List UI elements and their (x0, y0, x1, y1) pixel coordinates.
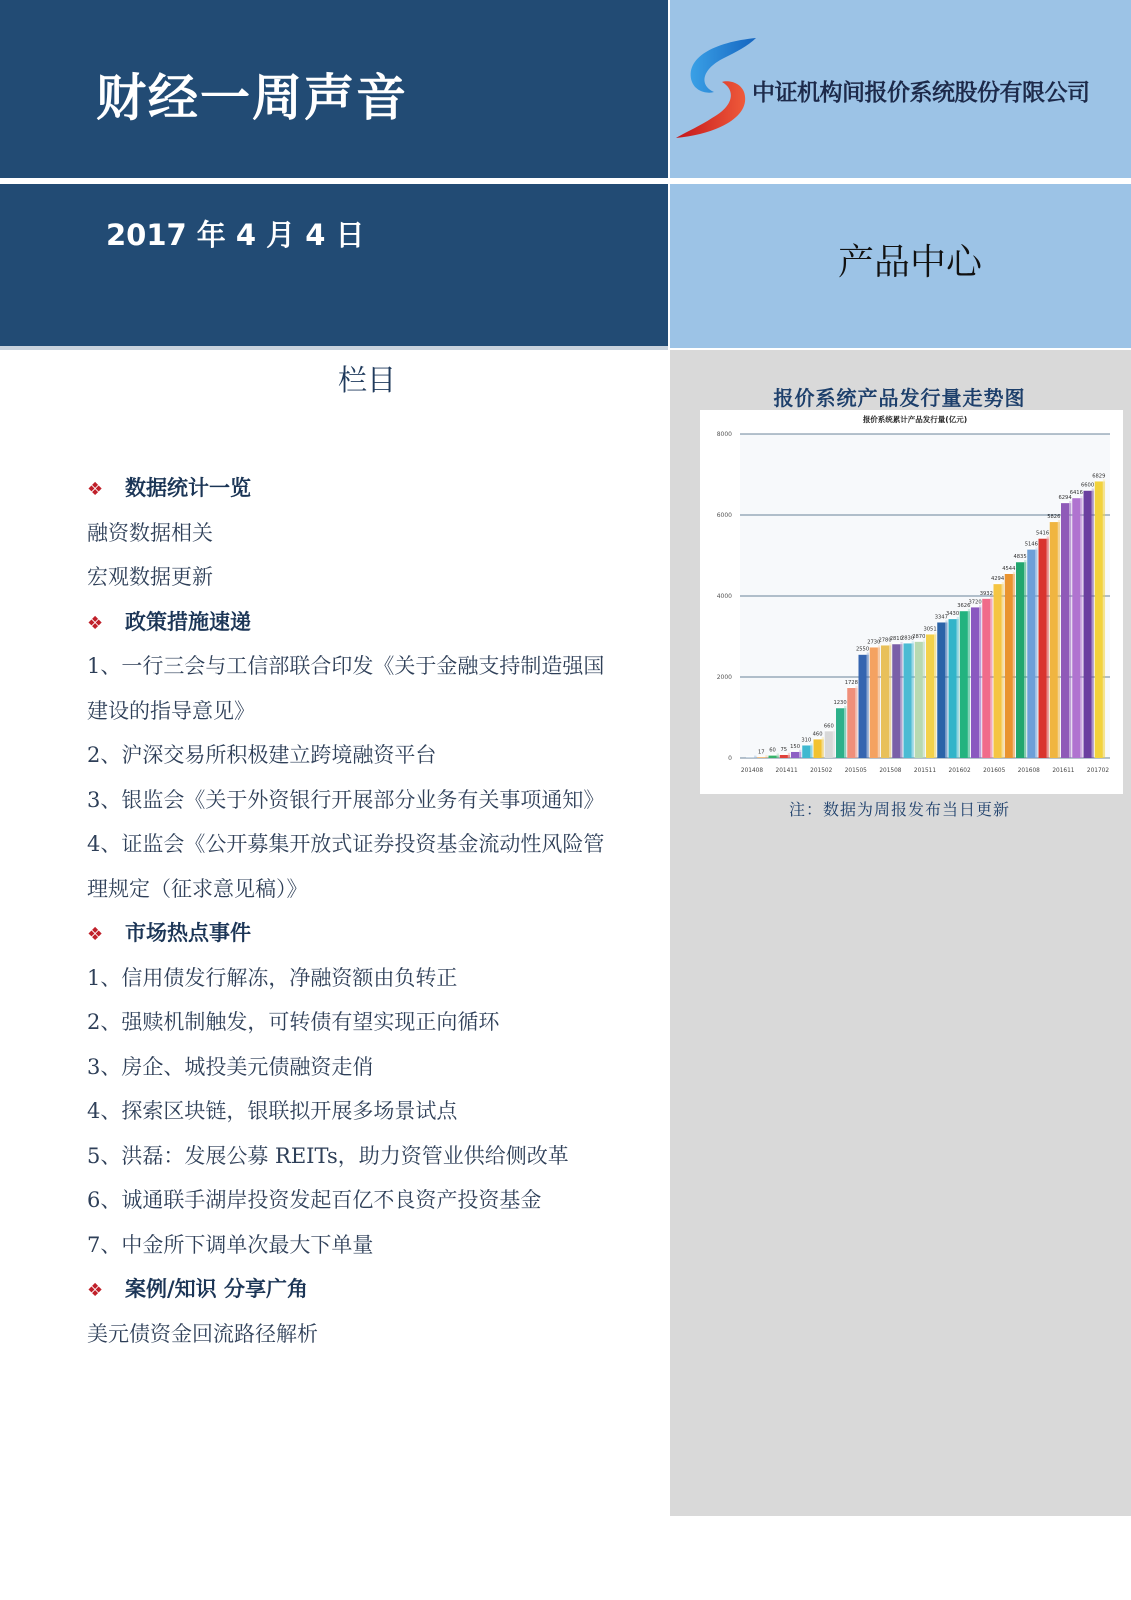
bar-value-label: 6829 (1092, 473, 1106, 480)
chart-bar (1072, 498, 1080, 758)
chart-bar-top (994, 582, 1004, 584)
chart-bar-side (1069, 501, 1071, 758)
header-shadow (0, 346, 668, 350)
bar-value-label: 60 (769, 747, 776, 754)
toc-item (87, 733, 657, 778)
chart-bar (769, 756, 777, 758)
toc-item (87, 689, 657, 734)
toc-item (87, 1223, 657, 1268)
toc-section-heading (87, 911, 657, 956)
chart-bar-top (1039, 537, 1049, 539)
diamond-bullet-icon: ❖ (87, 1280, 104, 1301)
chart-bar (915, 642, 923, 758)
diamond-bullet-icon: ❖ (87, 479, 104, 500)
toc-item (87, 1000, 657, 1045)
bar-value-label: 3626 (957, 603, 971, 610)
chart-bar (971, 607, 979, 758)
chart-bar-side (1092, 489, 1094, 758)
chart-bar-side (833, 729, 835, 758)
toc-line-text: 1、信用债发行解冻，净融资额由负转正 (87, 965, 458, 990)
chart-bar-top (769, 754, 779, 756)
chart-bar (802, 745, 810, 758)
bar-value-label: 2870 (912, 633, 926, 640)
toc-item (87, 1045, 657, 1090)
bar-value-label: 6294 (1058, 495, 1072, 502)
x-tick-label: 201505 (844, 768, 867, 774)
chart-bar (926, 634, 934, 758)
chart-bar-top (757, 755, 767, 757)
toc-line-text: 案例/知识 分享广角 (125, 1277, 308, 1301)
toc-line-text: 5、洪磊：发展公募 REITs，助力资管业供给侧改革 (87, 1143, 569, 1168)
chart-bar-side (810, 743, 812, 758)
bar-value-label: 660 (823, 723, 834, 730)
chart-bar-top (971, 605, 981, 607)
toc-line-text: 2、强赎机制触发，可转债有望实现正向循环 (87, 1010, 500, 1034)
toc-line-text: 2、沪深交易所积极建立跨境融资平台 (87, 743, 437, 767)
toc-section-heading (87, 1267, 657, 1312)
bar-value-label: 310 (801, 737, 812, 744)
toc-item (87, 1089, 657, 1134)
chart-bar-side (855, 686, 857, 758)
chart-bar (814, 739, 822, 758)
x-tick-label: 201511 (913, 768, 937, 774)
toc-line-text: 融资数据相关 (87, 520, 213, 545)
chart-bar (1095, 481, 1103, 758)
bar-value-label: 3932 (979, 590, 993, 597)
toc-line-text: 1、一行三会与工信部联合印发《关于金融支持制造强国 (87, 654, 605, 678)
chart-bar (949, 619, 957, 758)
x-tick-label: 201608 (1017, 768, 1040, 774)
chart-bar (994, 584, 1002, 758)
chart-bar-side (1035, 548, 1037, 758)
diamond-bullet-icon: ❖ (87, 924, 104, 945)
toc-list (87, 466, 657, 1356)
chart-bar (1016, 562, 1024, 758)
toc-item (87, 778, 657, 823)
chart-bar (859, 655, 867, 758)
chart-bar (1039, 539, 1047, 758)
x-tick-label: 201502 (810, 768, 833, 774)
chart-bar-top (1050, 520, 1060, 522)
chart-bar-top (870, 645, 880, 647)
bar-value-label: 75 (780, 746, 788, 753)
toc-line-text: 4、证监会《公开募集开放式证券投资基金流动性风险管 (87, 832, 605, 856)
chart-bar (1061, 503, 1069, 758)
chart-bar (892, 644, 900, 758)
chart-bar-side (1058, 520, 1060, 758)
chart-bar-side (912, 641, 914, 758)
chart-bar-top (1084, 489, 1094, 491)
bar-value-label: 5826 (1047, 514, 1061, 521)
chart-bar (1084, 491, 1092, 758)
chart-bar-side (923, 640, 925, 758)
chart-bar-top (1016, 560, 1026, 562)
chart-bar-top (915, 640, 925, 642)
chart-bar (982, 599, 990, 758)
bar-value-label: 1230 (833, 700, 847, 707)
toc-line-text: 3、银监会《关于外资银行开展部分业务有关事项通知》 (87, 787, 605, 812)
chart-bar-top (904, 641, 914, 643)
bar-value-label: 4835 (1013, 554, 1027, 561)
x-tick-label: 201411 (775, 768, 798, 774)
chart-bar-top (814, 737, 824, 739)
bar-value-label: 6416 (1069, 490, 1083, 497)
toc-section-heading (87, 466, 657, 511)
chart-bar-top (859, 653, 869, 655)
x-tick-label: 201611 (1052, 768, 1075, 774)
toc-line-text: 市场热点事件 (125, 921, 251, 945)
chart-bar (836, 708, 844, 758)
chart-bar-top (982, 597, 992, 599)
chart-bar-top (881, 643, 891, 645)
chart-bar-top (780, 753, 790, 755)
chart-bar-side (900, 642, 902, 758)
chart-bar (1005, 574, 1013, 758)
chart-bar-top (1005, 572, 1015, 574)
company-logo-icon (674, 36, 764, 140)
bar-value-label: 5416 (1035, 530, 1050, 537)
y-tick-label: 6000 (716, 512, 732, 519)
x-tick-label: 201408 (740, 768, 764, 774)
x-tick-label: 201508 (879, 768, 902, 774)
toc-line-text: 理规定（征求意见稿）》 (87, 876, 308, 901)
chart-bar-top (926, 632, 936, 634)
chart-bar-side (1002, 582, 1004, 758)
chart-bar-side (979, 605, 981, 758)
chart-bar-top (825, 729, 835, 731)
chart-bar (757, 757, 765, 758)
toc-line-text: 宏观数据更新 (87, 565, 213, 589)
toc-item (87, 822, 657, 867)
x-tick-label: 201702 (1086, 768, 1110, 774)
bar-value-label: 2780 (878, 637, 892, 644)
chart-bar-top (1072, 496, 1082, 498)
bar-value-label: 3720 (968, 599, 982, 606)
issuance-bar-chart (700, 410, 1123, 794)
chart-bar (870, 647, 878, 758)
toc-item (87, 644, 657, 689)
toc-line-text: 4、探索区块链，银联拟开展多场景试点 (87, 1099, 458, 1123)
toc-item (87, 867, 657, 912)
chart-bar-top (960, 609, 970, 611)
chart-bar-side (1024, 560, 1026, 758)
y-tick-label: 0 (728, 755, 732, 762)
toc-item (87, 1312, 657, 1357)
department-name: 产品中心 (838, 242, 983, 283)
bar-value-label: 3051 (923, 626, 937, 633)
toc-item (87, 511, 657, 556)
toc-title: 栏目 (338, 363, 397, 397)
toc-line-text: 美元债资金回流路径解析 (87, 1321, 318, 1346)
bar-value-label: 2730 (867, 639, 881, 646)
chart-bar (960, 611, 968, 758)
bar-value-label: 5146 (1024, 541, 1038, 548)
chart-bar (847, 688, 855, 758)
chart-bar (825, 731, 833, 758)
chart-bar (791, 752, 799, 758)
bar-value-label: 17 (757, 749, 765, 756)
bar-value-label: 1728 (844, 680, 858, 687)
chart-bar-side (1013, 572, 1015, 758)
toc-line-text: 建设的指导意见》 (87, 698, 255, 723)
chart-bar-side (968, 609, 970, 758)
toc-line-text: 数据统计一览 (125, 476, 251, 500)
toc-item (87, 1178, 657, 1223)
toc-line-text: 政策措施速递 (125, 609, 251, 634)
chart-bar (1050, 522, 1058, 758)
chart-bar-side (1047, 537, 1049, 758)
chart-bar-top (791, 750, 801, 752)
chart-bar (1027, 550, 1035, 758)
chart-bar-side (990, 597, 992, 758)
bar-value-label: 3347 (934, 614, 948, 621)
x-tick-label: 201605 (983, 768, 1006, 774)
toc-item (87, 1134, 657, 1179)
bar-value-label: 2830 (900, 635, 915, 642)
chart-bar-side (867, 653, 869, 758)
bar-value-label: 4544 (1002, 565, 1016, 572)
toc-line-text: 7、中金所下调单次最大下单量 (87, 1232, 374, 1257)
chart-bar-side (1080, 496, 1082, 758)
report-date: 2017 年 4 月 4 日 (106, 218, 365, 252)
bar-value-label: 3430 (945, 611, 960, 618)
chart-bar-side (889, 643, 891, 758)
toc-section-heading (87, 600, 657, 645)
chart-caption: 报价系统产品发行量走势图 (773, 386, 1026, 410)
bar-value-label: 150 (790, 743, 801, 750)
chart-bar (937, 622, 945, 758)
y-tick-label: 2000 (716, 674, 732, 681)
chart-bar (904, 643, 912, 758)
toc-line-text: 3、房企、城投美元债融资走俏 (87, 1054, 374, 1079)
chart-bar-top (937, 620, 947, 622)
chart-bar-side (878, 645, 880, 758)
chart-bar-top (1095, 479, 1105, 481)
chart-bar-top (802, 743, 812, 745)
report-title: 财经一周声音 (96, 69, 408, 127)
y-tick-label: 8000 (716, 431, 732, 438)
bar-value-label: 460 (812, 731, 823, 738)
chart-bar-side (844, 706, 846, 758)
chart-bar-top (1061, 501, 1071, 503)
chart-bar-top (836, 706, 846, 708)
chart-bar-side (822, 737, 824, 758)
chart-bar-top (1027, 548, 1037, 550)
header-date-band (0, 184, 668, 348)
chart-bar-side (945, 620, 947, 758)
chart-bar-side (934, 632, 936, 758)
bar-value-label: 4294 (990, 576, 1005, 583)
chart-container (700, 410, 1123, 794)
chart-bar-side (1103, 479, 1105, 758)
chart-bar-top (892, 642, 902, 644)
chart-note: 注：数据为周报发布当日更新 (788, 800, 1010, 819)
bar-value-label: 2550 (855, 646, 870, 653)
chart-title: 报价系统累计产品发行量(亿元) (862, 415, 968, 424)
chart-bar (881, 645, 889, 758)
bar-value-label: 2810 (889, 636, 903, 643)
bar-value-label: 6600 (1080, 482, 1095, 489)
company-name: 中证机构间报价系统股份有限公司 (752, 80, 1090, 106)
toc-item (87, 956, 657, 1001)
toc-item (87, 555, 657, 600)
y-tick-label: 4000 (716, 593, 732, 600)
diamond-bullet-icon: ❖ (87, 612, 104, 634)
chart-bar-top (847, 686, 857, 688)
x-tick-label: 201602 (948, 768, 971, 774)
toc-line-text: 6、诚通联手湖岸投资发起百亿不良资产投资基金 (87, 1188, 542, 1212)
chart-bar-top (949, 617, 959, 619)
chart-bar-side (957, 617, 959, 758)
chart-bar-top (746, 756, 756, 758)
chart-bar (780, 755, 788, 758)
